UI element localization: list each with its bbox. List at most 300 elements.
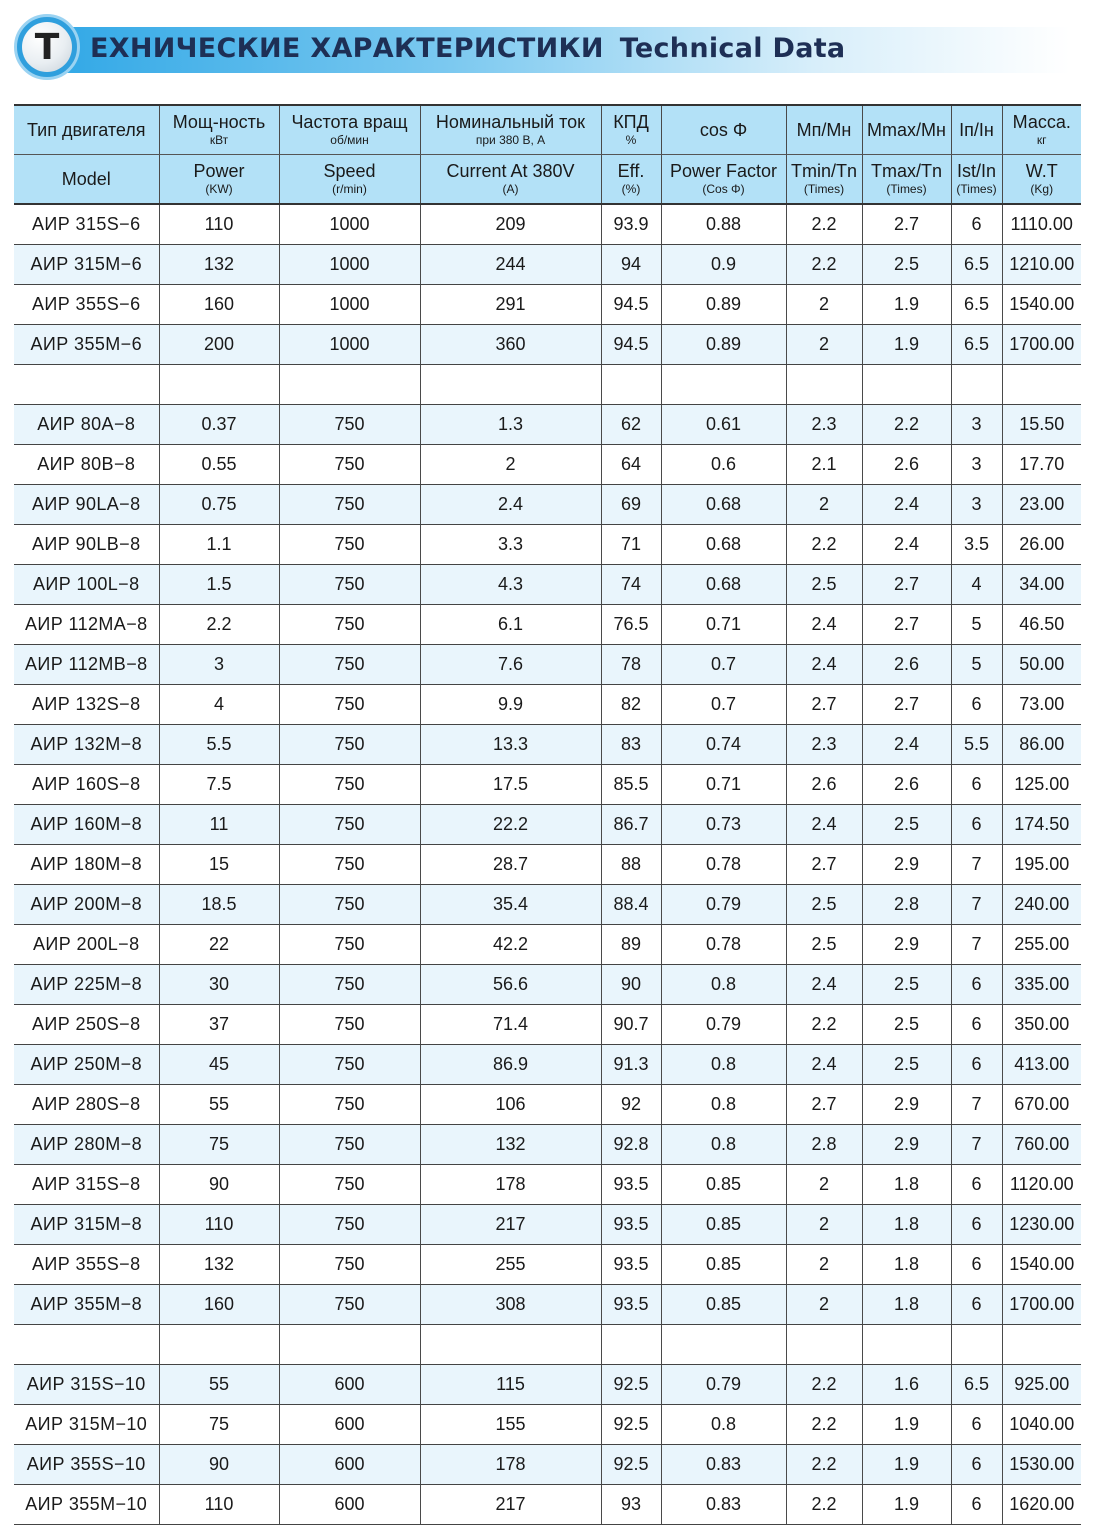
table-cell: 7	[951, 1085, 1002, 1125]
table-cell: 4.3	[420, 565, 601, 605]
table-cell: 94.5	[601, 285, 661, 325]
table-cell	[601, 1325, 661, 1365]
table-cell: 178	[420, 1165, 601, 1205]
model-cell: АИР 160S−8	[14, 765, 159, 805]
table-cell: 2.7	[786, 1085, 862, 1125]
table-cell: 750	[279, 405, 420, 445]
table-row	[14, 685, 1081, 725]
table-cell: 2.9	[862, 845, 951, 885]
table-cell: 64	[601, 445, 661, 485]
table-cell: 71	[601, 525, 661, 565]
table-cell: 82	[601, 685, 661, 725]
table-cell: 1230.00	[1002, 1205, 1081, 1245]
model-cell: АИР 315S−8	[14, 1165, 159, 1205]
model-cell: АИР 80B−8	[14, 445, 159, 485]
table-cell: 240.00	[1002, 885, 1081, 925]
column-header-ru-label: КПД	[613, 112, 649, 133]
table-cell: 1.9	[862, 1485, 951, 1525]
table-row	[14, 1045, 1081, 1085]
table-cell: 94	[601, 245, 661, 285]
table-cell: 62	[601, 405, 661, 445]
table-body	[14, 204, 1081, 1525]
column-header-ru-unit: об/мин	[330, 133, 369, 148]
table-row	[14, 765, 1081, 805]
table-cell	[661, 1325, 786, 1365]
column-header-ru-label: Номинальный ток	[435, 112, 586, 133]
table-cell: 85.5	[601, 765, 661, 805]
table-cell: 0.85	[661, 1245, 786, 1285]
table-cell: 0.8	[661, 1125, 786, 1165]
table-cell: 750	[279, 1285, 420, 1325]
table-cell: 2.8	[862, 885, 951, 925]
table-cell: 106	[420, 1085, 601, 1125]
table-cell: 308	[420, 1285, 601, 1325]
table-cell: 2.9	[862, 1125, 951, 1165]
table-cell: 6	[951, 1245, 1002, 1285]
table-cell: 3	[951, 405, 1002, 445]
table-row	[14, 204, 1081, 245]
table-cell: 6	[951, 805, 1002, 845]
table-cell: 750	[279, 1125, 420, 1165]
table-cell: 5	[951, 645, 1002, 685]
model-cell: АИР 355S−6	[14, 285, 159, 325]
table-cell: 600	[279, 1365, 420, 1405]
table-cell: 6	[951, 1205, 1002, 1245]
table-cell: 0.85	[661, 1205, 786, 1245]
table-cell: 6	[951, 1045, 1002, 1085]
table-cell: 2.8	[786, 1125, 862, 1165]
table-cell: 291	[420, 285, 601, 325]
table-cell: 2.4	[786, 965, 862, 1005]
table-cell: 115	[420, 1365, 601, 1405]
table-row	[14, 925, 1081, 965]
table-cell: 1620.00	[1002, 1485, 1081, 1525]
table-cell: 750	[279, 685, 420, 725]
table-cell: 1.5	[159, 565, 279, 605]
table-cell: 0.78	[661, 845, 786, 885]
model-cell: АИР 112MA−8	[14, 605, 159, 645]
table-cell: 0.8	[661, 965, 786, 1005]
column-header-en	[159, 155, 279, 205]
table-cell: 86.00	[1002, 725, 1081, 765]
table-cell: 2.9	[862, 925, 951, 965]
column-header-en-unit: (KW)	[205, 182, 233, 197]
column-header-en	[601, 155, 661, 205]
table-cell: 335.00	[1002, 965, 1081, 1005]
model-cell: АИР 355M−8	[14, 1285, 159, 1325]
table-cell: 6	[951, 1445, 1002, 1485]
table-row	[14, 445, 1081, 485]
column-header-ru-label: Mп/Mн	[796, 119, 852, 140]
table-cell: 2.5	[786, 565, 862, 605]
table-cell: 6	[951, 1165, 1002, 1205]
table-cell: 75	[159, 1405, 279, 1445]
table-cell: 600	[279, 1445, 420, 1485]
table-cell: 1000	[279, 245, 420, 285]
table-row	[14, 965, 1081, 1005]
table-cell: 2.1	[786, 445, 862, 485]
table-cell: 160	[159, 285, 279, 325]
table-cell: 2.5	[786, 925, 862, 965]
column-header-ru	[14, 105, 159, 155]
model-cell: АИР 112MB−8	[14, 645, 159, 685]
column-header-ru	[862, 105, 951, 155]
table-cell: 1.8	[862, 1245, 951, 1285]
model-cell: АИР 160M−8	[14, 805, 159, 845]
table-row	[14, 1405, 1081, 1445]
table-cell: 217	[420, 1205, 601, 1245]
table-cell: 1.3	[420, 405, 601, 445]
table-cell: 0.74	[661, 725, 786, 765]
column-header-en-unit: (%)	[621, 182, 641, 197]
table-cell: 217	[420, 1485, 601, 1525]
column-header-ru	[601, 105, 661, 155]
model-cell: АИР 180M−8	[14, 845, 159, 885]
table-cell: 1040.00	[1002, 1405, 1081, 1445]
column-header-en	[1002, 155, 1081, 205]
table-cell: 2.4	[862, 485, 951, 525]
table-cell: 0.79	[661, 885, 786, 925]
table-cell: 2	[786, 325, 862, 365]
table-cell: 2	[786, 1205, 862, 1245]
table-cell: 11	[159, 805, 279, 845]
table-cell: 7	[951, 925, 1002, 965]
table-cell: 0.8	[661, 1045, 786, 1085]
table-row	[14, 405, 1081, 445]
technical-data-table	[14, 104, 1081, 1525]
column-header-ru-label: Тип двигателя	[26, 119, 146, 140]
table-cell: 0.85	[661, 1165, 786, 1205]
table-cell: 0.7	[661, 645, 786, 685]
table-cell: 90.7	[601, 1005, 661, 1045]
model-cell: АИР 250M−8	[14, 1045, 159, 1085]
table-cell: 125.00	[1002, 765, 1081, 805]
table-cell: 0.8	[661, 1085, 786, 1125]
table-cell: 6	[951, 204, 1002, 245]
table-cell: 1.1	[159, 525, 279, 565]
table-cell: 1210.00	[1002, 245, 1081, 285]
table-row	[14, 885, 1081, 925]
table-cell: 2.7	[862, 565, 951, 605]
table-spacer-row	[14, 365, 1081, 405]
table-cell: 0.85	[661, 1285, 786, 1325]
table-cell: 2	[786, 1165, 862, 1205]
model-cell: АИР 100L−8	[14, 565, 159, 605]
column-header-en-label: Tmin/Tn	[790, 161, 857, 182]
table-cell: 2	[786, 1285, 862, 1325]
table-cell: 76.5	[601, 605, 661, 645]
table-cell: 6	[951, 1405, 1002, 1445]
table-cell: 2.5	[862, 245, 951, 285]
table-cell: 750	[279, 845, 420, 885]
table-cell: 92.8	[601, 1125, 661, 1165]
table-cell: 6.1	[420, 605, 601, 645]
table-cell	[159, 1325, 279, 1365]
table-cell: 209	[420, 204, 601, 245]
table-cell: 2.9	[862, 1085, 951, 1125]
table-row	[14, 645, 1081, 685]
table-cell: 2.2	[786, 245, 862, 285]
table-cell: 71.4	[420, 1005, 601, 1045]
table-cell: 0.79	[661, 1365, 786, 1405]
table-cell: 7	[951, 1125, 1002, 1165]
table-cell: 760.00	[1002, 1125, 1081, 1165]
model-cell: АИР 90LA−8	[14, 485, 159, 525]
table-cell: 2	[786, 1245, 862, 1285]
table-cell: 750	[279, 1005, 420, 1045]
column-header-en-label: Model	[61, 168, 111, 189]
table-row	[14, 1005, 1081, 1045]
title-russian: ЕХНИЧЕСКИЕ ХАРАКТЕРИСТИКИ	[90, 33, 604, 64]
table-cell: 94.5	[601, 325, 661, 365]
table-cell: 110	[159, 204, 279, 245]
table-cell: 750	[279, 725, 420, 765]
table-cell: 255	[420, 1245, 601, 1285]
table-cell: 750	[279, 1085, 420, 1125]
table-cell: 2.4	[862, 525, 951, 565]
table-cell: 2	[786, 285, 862, 325]
column-header-en-unit: (Kg)	[1030, 182, 1054, 197]
table-cell: 255.00	[1002, 925, 1081, 965]
model-cell: АИР 200M−8	[14, 885, 159, 925]
table-cell: 1700.00	[1002, 1285, 1081, 1325]
page-title	[90, 33, 845, 64]
table-cell: 0.75	[159, 485, 279, 525]
table-cell: 45	[159, 1045, 279, 1085]
table-cell: 89	[601, 925, 661, 965]
column-header-ru	[420, 105, 601, 155]
table-cell: 2.5	[862, 1005, 951, 1045]
table-row	[14, 605, 1081, 645]
table-cell: 3.5	[951, 525, 1002, 565]
table-cell: 55	[159, 1085, 279, 1125]
model-cell: АИР 90LB−8	[14, 525, 159, 565]
column-header-en-unit: (Times)	[886, 182, 927, 197]
table-cell	[951, 365, 1002, 405]
column-header-ru-label: Частота вращ	[291, 112, 408, 133]
model-cell: АИР 80A−8	[14, 405, 159, 445]
table-cell: 2.2	[862, 405, 951, 445]
table-cell: 1540.00	[1002, 1245, 1081, 1285]
table-cell: 2.4	[420, 485, 601, 525]
table-cell: 2.4	[786, 605, 862, 645]
table-cell: 15	[159, 845, 279, 885]
table-cell: 92.5	[601, 1365, 661, 1405]
table-cell: 93	[601, 1485, 661, 1525]
table-cell: 2.6	[862, 765, 951, 805]
table-row	[14, 1085, 1081, 1125]
table-cell: 37	[159, 1005, 279, 1045]
table-cell: 1110.00	[1002, 204, 1081, 245]
table-row	[14, 1205, 1081, 1245]
table-cell	[951, 1325, 1002, 1365]
table-cell: 1.8	[862, 1285, 951, 1325]
header-row-russian	[14, 105, 1081, 155]
table-cell: 1.9	[862, 1405, 951, 1445]
table-cell: 0.89	[661, 325, 786, 365]
model-cell: АИР 225M−8	[14, 965, 159, 1005]
table-cell: 0.83	[661, 1445, 786, 1485]
column-header-en-label: Power Factor	[669, 161, 778, 182]
table-cell: 86.9	[420, 1045, 601, 1085]
model-cell	[14, 1325, 159, 1365]
table-cell: 0.37	[159, 405, 279, 445]
table-cell: 2.6	[862, 645, 951, 685]
table-cell: 0.71	[661, 605, 786, 645]
table-cell: 90	[601, 965, 661, 1005]
table-row	[14, 725, 1081, 765]
model-cell: АИР 315S−6	[14, 204, 159, 245]
table-row	[14, 245, 1081, 285]
model-cell	[14, 365, 159, 405]
table-cell: 132	[159, 1245, 279, 1285]
table-cell: 0.89	[661, 285, 786, 325]
model-cell: АИР 315M−8	[14, 1205, 159, 1245]
table-cell: 1530.00	[1002, 1445, 1081, 1485]
table-cell: 2.4	[786, 805, 862, 845]
table-row	[14, 565, 1081, 605]
table-cell: 178	[420, 1445, 601, 1485]
table-cell	[420, 365, 601, 405]
table-cell: 1000	[279, 285, 420, 325]
table-cell: 5.5	[951, 725, 1002, 765]
column-header-ru	[951, 105, 1002, 155]
table-cell: 6	[951, 1005, 1002, 1045]
table-cell: 750	[279, 525, 420, 565]
column-header-ru	[279, 105, 420, 155]
table-cell: 1120.00	[1002, 1165, 1081, 1205]
table-cell: 9.9	[420, 685, 601, 725]
table-cell: 2.2	[786, 1005, 862, 1045]
table-cell: 0.68	[661, 485, 786, 525]
table-cell: 17.5	[420, 765, 601, 805]
table-cell: 0.68	[661, 525, 786, 565]
table-cell	[279, 365, 420, 405]
table-cell: 110	[159, 1205, 279, 1245]
column-header-en-label: Eff.	[617, 161, 645, 182]
table-cell: 750	[279, 1045, 420, 1085]
table-cell: 0.78	[661, 925, 786, 965]
table-cell: 3	[159, 645, 279, 685]
column-header-en	[862, 155, 951, 205]
table-cell: 6.5	[951, 285, 1002, 325]
table-cell: 2.5	[862, 1045, 951, 1085]
table-cell: 110	[159, 1485, 279, 1525]
table-cell	[786, 1325, 862, 1365]
column-header-en-label: Power	[193, 161, 245, 182]
table-cell: 74	[601, 565, 661, 605]
table-cell: 73.00	[1002, 685, 1081, 725]
table-cell: 34.00	[1002, 565, 1081, 605]
table-cell: 56.6	[420, 965, 601, 1005]
table-cell: 200	[159, 325, 279, 365]
table-cell: 750	[279, 1205, 420, 1245]
table-cell: 0.71	[661, 765, 786, 805]
table-cell: 0.73	[661, 805, 786, 845]
column-header-en-label: Ist/In	[956, 161, 996, 182]
table-cell: 35.4	[420, 885, 601, 925]
header-row-english	[14, 155, 1081, 205]
table-cell: 155	[420, 1405, 601, 1445]
table-cell	[862, 365, 951, 405]
table-cell: 1.8	[862, 1205, 951, 1245]
table-cell	[420, 1325, 601, 1365]
model-cell: АИР 355S−8	[14, 1245, 159, 1285]
table-cell: 2.3	[786, 405, 862, 445]
model-cell: АИР 280S−8	[14, 1085, 159, 1125]
table-cell: 1540.00	[1002, 285, 1081, 325]
column-header-en	[420, 155, 601, 205]
table-cell: 42.2	[420, 925, 601, 965]
table-row	[14, 1245, 1081, 1285]
table-cell: 2.7	[786, 685, 862, 725]
column-header-ru-label: Mmax/Mн	[867, 119, 946, 140]
table-cell: 22	[159, 925, 279, 965]
table-cell: 50.00	[1002, 645, 1081, 685]
table-cell: 2.5	[862, 965, 951, 1005]
table-cell: 2.4	[786, 645, 862, 685]
table-cell: 6.5	[951, 245, 1002, 285]
table-cell: 4	[159, 685, 279, 725]
table-cell: 30	[159, 965, 279, 1005]
table-cell: 2	[786, 485, 862, 525]
table-cell: 2.4	[862, 725, 951, 765]
table-cell: 92	[601, 1085, 661, 1125]
model-cell: АИР 355S−10	[14, 1445, 159, 1485]
table-cell: 132	[159, 245, 279, 285]
table-cell: 7	[951, 885, 1002, 925]
table-cell: 750	[279, 965, 420, 1005]
column-header-en-label: Speed	[323, 161, 376, 182]
table-cell: 93.5	[601, 1285, 661, 1325]
table-cell: 244	[420, 245, 601, 285]
table-row	[14, 325, 1081, 365]
table-cell: 2	[420, 445, 601, 485]
table-cell: 750	[279, 485, 420, 525]
model-cell: АИР 315M−10	[14, 1405, 159, 1445]
column-header-en	[951, 155, 1002, 205]
table-cell: 7	[951, 845, 1002, 885]
table-cell: 92.5	[601, 1405, 661, 1445]
table-cell: 6	[951, 1485, 1002, 1525]
model-cell: АИР 132S−8	[14, 685, 159, 725]
table-cell: 750	[279, 765, 420, 805]
table-cell: 1.8	[862, 1165, 951, 1205]
column-header-ru-unit: при 380 В, A	[475, 133, 546, 148]
table-cell: 1000	[279, 325, 420, 365]
column-header-en	[786, 155, 862, 205]
table-cell: 413.00	[1002, 1045, 1081, 1085]
table-cell: 86.7	[601, 805, 661, 845]
table-cell: 750	[279, 925, 420, 965]
table-cell: 75	[159, 1125, 279, 1165]
table-cell	[786, 365, 862, 405]
model-cell: АИР 355M−10	[14, 1485, 159, 1525]
table-row	[14, 285, 1081, 325]
table-cell: 69	[601, 485, 661, 525]
table-cell: 78	[601, 645, 661, 685]
table-cell: 2.7	[862, 204, 951, 245]
table-cell: 6	[951, 685, 1002, 725]
table-cell: 1700.00	[1002, 325, 1081, 365]
column-header-ru-unit: кВт	[209, 133, 229, 148]
column-header-en-label: W.T	[1025, 161, 1058, 182]
table-row	[14, 1365, 1081, 1405]
table-cell: 90	[159, 1165, 279, 1205]
column-header-ru-label: Мощ-ность	[172, 112, 266, 133]
table-cell: 0.83	[661, 1485, 786, 1525]
column-header-en-label: Tmax/Tn	[870, 161, 942, 182]
